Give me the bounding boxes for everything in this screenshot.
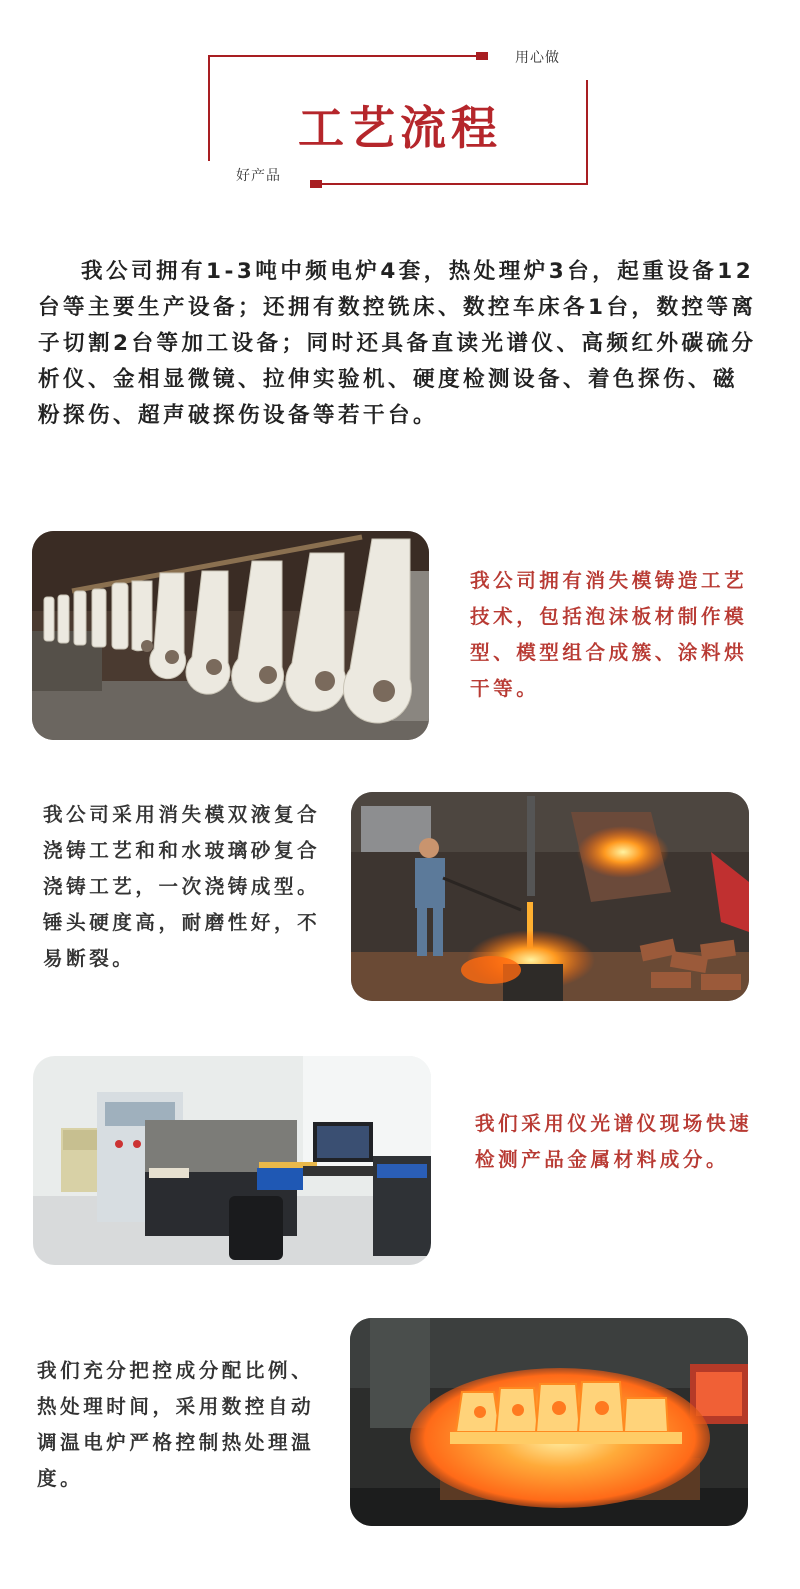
tagline-top: 用心做 — [515, 50, 560, 66]
tagline-bottom: 好产品 — [236, 168, 281, 184]
spectrometer-lab-photo — [33, 1056, 431, 1265]
section-4-caption: 我们充分把控成分配比例、热处理时间，采用数控自动调温电炉严格控制热处理温度。 — [37, 1359, 315, 1490]
frame-top-line — [208, 55, 476, 57]
page-title: 工艺流程 — [298, 101, 502, 155]
frame-bottom-line — [322, 183, 588, 185]
lost-foam-pattern-clusters-photo — [32, 531, 429, 740]
molten-metal-pouring-photo — [351, 792, 749, 1001]
section-1-caption: 我公司拥有消失模铸造工艺技术，包括泡沫板材制作模型、模型组合成簇、涂料烘干等。 — [470, 569, 748, 700]
frame-top-square — [476, 52, 488, 60]
frame-bottom-square — [310, 180, 322, 188]
section-3-caption: 我们采用仪光谱仪现场快速检测产品金属材料成分。 — [475, 1112, 753, 1171]
intro-paragraph: 我公司拥有1-3吨中频电炉4套，热处理炉3台，起重设备12台等主要生产设备；还拥有数控铣床、数控车床各1台，数控等离子切割2台等加工设备；同时还具备直读光谱仪、高频红外碳硫分析仪、金相显微镜、拉伸实验机、硬度检测设备、着色探伤、磁粉探伤、超声破探伤设备等若干台。 — [38, 259, 757, 428]
section-2-caption: 我公司采用消失模双液复合浇铸工艺和和水玻璃砂复合浇铸工艺，一次浇铸成型。锤头硬度高，耐磨性好，不易断裂。 — [43, 803, 321, 970]
heat-treatment-furnace-photo — [350, 1318, 748, 1526]
